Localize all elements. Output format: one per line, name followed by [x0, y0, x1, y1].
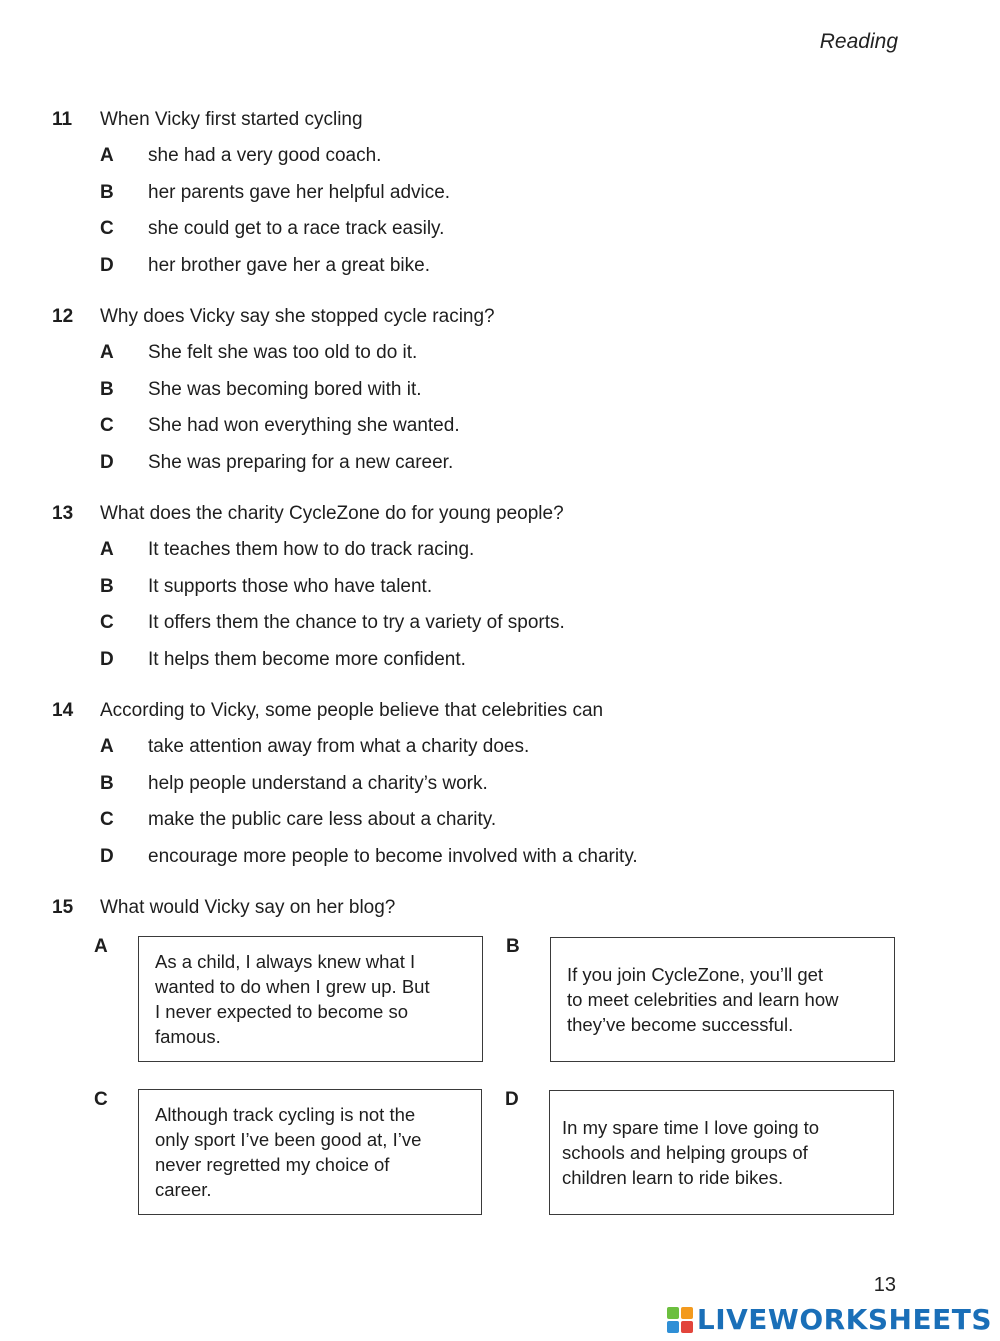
section-title: Reading: [819, 30, 898, 53]
liveworksheets-icon: [667, 1307, 693, 1333]
option-d[interactable]: [52, 254, 932, 291]
question-stem: What does the charity CycleZone do for young people?: [100, 503, 564, 524]
box-line: If you join CycleZone, you’ll get: [567, 964, 824, 985]
option-letter: C: [100, 415, 114, 437]
icon-square: [667, 1307, 679, 1319]
option-letter: D: [100, 648, 114, 670]
box-letter-c: C: [94, 1089, 108, 1110]
box-line: only sport I’ve been good at, I’ve: [155, 1129, 422, 1150]
option-b[interactable]: [52, 772, 932, 809]
option-text: It teaches them how to do track racing.: [148, 539, 475, 560]
brand-name: LIVEWORKSHEETS: [696, 1303, 992, 1336]
box-letter-a: A: [94, 936, 108, 957]
option-d[interactable]: [52, 648, 932, 685]
question-stem: When Vicky first started cycling: [100, 109, 363, 130]
option-c[interactable]: [52, 808, 932, 845]
box-line: As a child, I always knew what I: [155, 951, 416, 972]
option-letter: B: [100, 378, 114, 400]
question-stem: According to Vicky, some people believe that celebrities can: [100, 700, 604, 721]
question-stem: What would Vicky say on her blog?: [100, 897, 396, 918]
box-line: famous.: [155, 1026, 221, 1047]
box-letter-d: D: [505, 1089, 519, 1110]
option-text: she had a very good coach.: [148, 145, 382, 166]
option-text: help people understand a charity’s work.: [148, 772, 488, 794]
option-text: It helps them become more confident.: [148, 648, 466, 670]
option-text: She had won everything she wanted.: [148, 415, 460, 437]
option-letter: D: [100, 845, 114, 867]
box-line: schools and helping groups of: [562, 1142, 808, 1163]
option-text: She felt she was too old to do it.: [148, 342, 418, 363]
option-letter: A: [100, 736, 114, 757]
option-text: encourage more people to become involved with a charity.: [148, 845, 638, 867]
option-d[interactable]: [52, 451, 932, 488]
option-letter: B: [100, 772, 114, 794]
option-text: her parents gave her helpful advice.: [148, 181, 451, 203]
option-letter: D: [100, 254, 114, 276]
question-12: [52, 305, 932, 487]
box-line: never regretted my choice of: [155, 1154, 390, 1175]
option-text: make the public care less about a charity.: [148, 809, 497, 831]
icon-square: [681, 1307, 693, 1319]
option-text: It offers them the chance to try a variety of sports.: [148, 612, 565, 634]
option-text: She was becoming bored with it.: [148, 378, 422, 400]
option-c[interactable]: [52, 611, 932, 648]
answer-box-d[interactable]: [549, 1090, 894, 1215]
question-number: 11: [52, 109, 73, 130]
option-d[interactable]: [52, 845, 932, 882]
box-line: to meet celebrities and learn how: [567, 989, 839, 1010]
option-letter: B: [100, 575, 114, 597]
option-a[interactable]: [52, 735, 932, 772]
box-line: career.: [155, 1179, 212, 1200]
brand-logo: [667, 1303, 992, 1337]
option-letter: A: [100, 342, 114, 363]
option-letter: C: [100, 809, 114, 831]
question-13: [52, 502, 932, 684]
option-text: she could get to a race track easily.: [148, 218, 445, 240]
box-line: wanted to do when I grew up. But: [155, 976, 430, 997]
option-c[interactable]: [52, 414, 932, 451]
box-text: [562, 1115, 819, 1190]
box-line: children learn to ride bikes.: [562, 1167, 784, 1188]
option-c[interactable]: [52, 217, 932, 254]
option-text: She was preparing for a new career.: [148, 451, 454, 473]
question-number: 13: [52, 503, 74, 524]
question-14: [52, 699, 932, 881]
option-letter: B: [100, 181, 114, 203]
question-number: 12: [52, 306, 74, 327]
question-stem: Why does Vicky say she stopped cycle racing?: [100, 306, 495, 327]
box-line: they’ve become successful.: [567, 1014, 794, 1035]
option-letter: C: [100, 612, 114, 634]
box-text: [155, 949, 430, 1049]
option-b[interactable]: [52, 181, 932, 218]
icon-square: [667, 1321, 679, 1333]
box-line: I never expected to become so: [155, 1001, 408, 1022]
box-line: In my spare time I love going to: [562, 1117, 820, 1138]
icon-square: [681, 1321, 693, 1333]
box-text: [155, 1102, 421, 1202]
box-line: Although track cycling is not the: [155, 1104, 416, 1125]
question-number: 15: [52, 897, 74, 918]
option-letter: A: [100, 145, 114, 166]
option-text: It supports those who have talent.: [148, 575, 433, 597]
option-a[interactable]: [52, 538, 932, 575]
answer-box-b[interactable]: [550, 937, 895, 1062]
option-text: take attention away from what a charity does.: [148, 736, 530, 757]
option-a[interactable]: [52, 341, 932, 378]
question-15: [52, 896, 932, 932]
question-number: 14: [52, 700, 74, 721]
option-b[interactable]: [52, 378, 932, 415]
page-number: 13: [873, 1274, 896, 1296]
option-a[interactable]: [52, 144, 932, 181]
option-text: her brother gave her a great bike.: [148, 254, 431, 276]
answer-box-c[interactable]: [138, 1089, 482, 1215]
option-letter: A: [100, 539, 114, 560]
answer-box-a[interactable]: [138, 936, 483, 1062]
question-11: [52, 108, 932, 290]
option-b[interactable]: [52, 575, 932, 612]
box-text: [567, 962, 838, 1037]
option-letter: D: [100, 451, 114, 473]
option-letter: C: [100, 218, 114, 240]
box-letter-b: B: [506, 936, 520, 957]
